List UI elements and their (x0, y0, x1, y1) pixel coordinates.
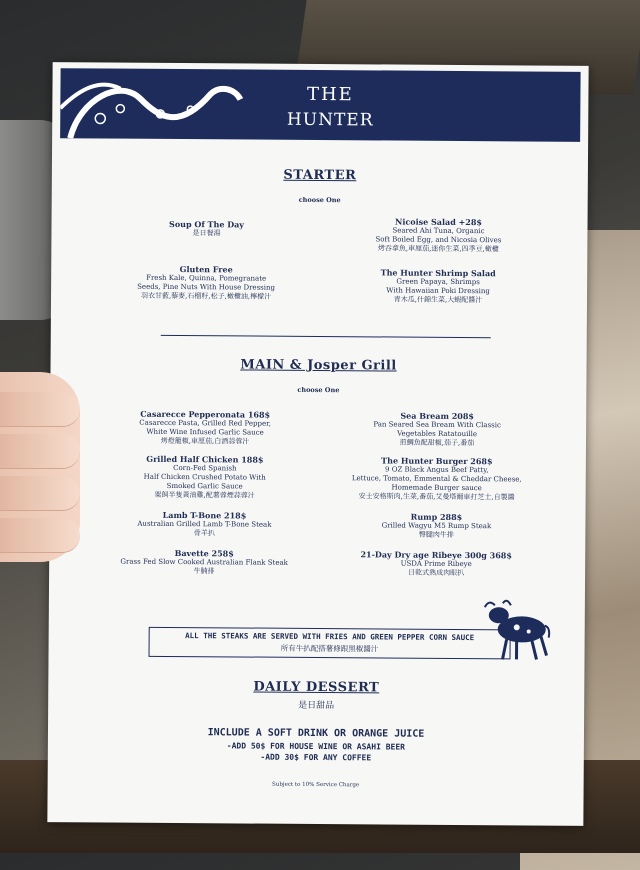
item-desc: 羽衣甘藍,藜麥,石榴籽,松子,橄欖油,檸檬汁 (140, 291, 272, 301)
item-desc: Pan Seared Sea Bream With Classic (373, 420, 501, 430)
drinks-line-1: INCLUDE A SOFT DRINK OR ORANGE JUICE (207, 727, 425, 740)
item-desc: 9 OZ Black Angus Beef Patty, (385, 465, 489, 475)
section-divider (161, 335, 491, 338)
item-desc: 骨羊扒 (193, 529, 215, 538)
main-heading: MAIN & Josper Grill (240, 357, 397, 374)
menu-item (322, 455, 552, 503)
item-desc: Soft Boiled Egg, and Nicosia Olives (375, 235, 502, 245)
item-name: Grilled Half Chicken 188$ (146, 453, 264, 465)
menu-item (323, 267, 553, 306)
item-name: Rump 288$ (410, 511, 463, 523)
menu-item (91, 263, 321, 302)
item-name: Nicoise Salad +28$ (395, 216, 483, 228)
main-left-column (89, 408, 320, 577)
finger (0, 518, 80, 553)
item-desc: Half Chicken Crushed Potato With (143, 472, 266, 482)
steak-notice-english: ALL THE STEAKS ARE SERVED WITH FRIES AND GREEN PEPPER CORN SAUCE (185, 631, 475, 643)
item-name: Soup Of The Day (169, 218, 245, 230)
item-name: Casarecce Pepperonata 168$ (140, 408, 271, 420)
item-name: Bavette 258$ (174, 548, 234, 559)
item-desc: With Hawaiian Poki Dressing (386, 286, 490, 296)
item-desc: 青木瓜,什錦生菜,大蝦配醬汁 (393, 295, 483, 305)
starter-heading: STARTER (283, 167, 357, 184)
item-desc: Smoked Garlic Sauce (166, 481, 243, 491)
menu-item (321, 511, 551, 541)
starter-right-column (323, 216, 554, 306)
logo-line-2: HUNTER (286, 109, 374, 131)
steak-notice-box (149, 627, 511, 660)
item-desc: Fresh Kale, Quinna, Pomegranate (146, 273, 267, 283)
finger (0, 392, 80, 427)
item-desc: Casarecce Pasta, Grilled Red Pepper, (139, 418, 271, 428)
starter-left-column (91, 218, 322, 302)
item-desc: Green Papaya, Shrimps (396, 277, 480, 287)
menu-item (89, 509, 319, 539)
main-right-column (321, 410, 552, 579)
menu-item (90, 453, 320, 501)
menu-item (321, 549, 551, 579)
item-desc: Homemade Burger sauce (391, 483, 482, 493)
item-desc: Grilled Wagyu M5 Rump Steak (381, 521, 492, 531)
logo-line-1: THE (306, 83, 354, 106)
item-name: The Hunter Burger 268$ (381, 455, 493, 467)
item-desc: Lettuce, Tomato, Emmental & Cheddar Cheese, (351, 474, 522, 484)
menu-banner (60, 68, 580, 142)
menu-item (322, 410, 552, 449)
menu-item (90, 408, 320, 447)
main-choose-note: choose One (297, 385, 340, 395)
item-desc: 臀腱肉牛排 (418, 530, 454, 539)
item-desc: Vegetables Ratatouille (397, 429, 478, 439)
menu-item (323, 216, 553, 255)
item-desc: USDA Prime Ribeye (400, 559, 472, 569)
item-desc: White Wine Infused Garlic Sauce (146, 427, 264, 437)
item-desc: Australian Grilled Lamb T-Bone Steak (137, 519, 272, 529)
item-desc: 烤燈籠椒,車厘茄,白酒蒜蓉汁 (160, 436, 250, 446)
menu-item (89, 547, 319, 577)
item-desc: Seeds, Pine Nuts With House Dressing (137, 282, 276, 292)
item-desc: 是日餐湯 (192, 229, 221, 238)
finger (0, 476, 80, 511)
dessert-subtitle: 是日甜品 (298, 700, 335, 712)
menu-item (91, 218, 321, 239)
starter-choose-note: choose One (298, 195, 341, 205)
item-desc: 牛腩排 (193, 567, 215, 576)
item-name: Lamb T-Bone 218$ (162, 509, 247, 521)
service-charge-note: Subject to 10% Service Charge (272, 781, 360, 789)
octopus-tentacle-illustration (60, 68, 260, 139)
item-name: Gluten Free (179, 264, 233, 275)
drinks-line-3: -ADD 30$ FOR ANY COFFEE (260, 752, 372, 763)
bull-illustration (476, 597, 551, 663)
finger (0, 434, 80, 469)
item-desc: Grass Fed Slow Cooked Australian Flank Steak (120, 557, 288, 567)
item-name: Sea Bream 208$ (400, 410, 475, 422)
item-name: The Hunter Shrimp Salad (380, 267, 496, 279)
steak-notice-chinese: 所有牛扒配搭薯條跟黑椒醬汁 (280, 643, 379, 654)
item-desc: Corn-Fed Spanish (173, 463, 237, 473)
item-desc: 日乾式熟成肉眼扒 (408, 568, 465, 578)
menu-sheet (47, 62, 588, 826)
item-name: 21-Day Dry age Ribeye 300g 368$ (360, 549, 512, 561)
dessert-heading: DAILY DESSERT (253, 679, 380, 696)
item-desc: 煎鯛魚配甜椒,茄子,番茄 (399, 438, 475, 448)
item-desc: 烤吞拿魚,車厘茄,迷你生菜,四季豆,橄欖 (377, 244, 499, 254)
item-desc: 粟飼半隻黃油雞,配薯蓉煙蒜蓉汁 (154, 490, 255, 500)
drinks-line-2: -ADD 50$ FOR HOUSE WINE OR ASAHI BEER (226, 741, 406, 752)
hand-holding-menu (0, 372, 80, 562)
item-desc: Seared Ahi Tuna, Organic (392, 226, 485, 236)
item-desc: 安士安格斯肉,生菜,番茄,艾曼塔爾車打芝士,自製醬 (358, 492, 515, 502)
